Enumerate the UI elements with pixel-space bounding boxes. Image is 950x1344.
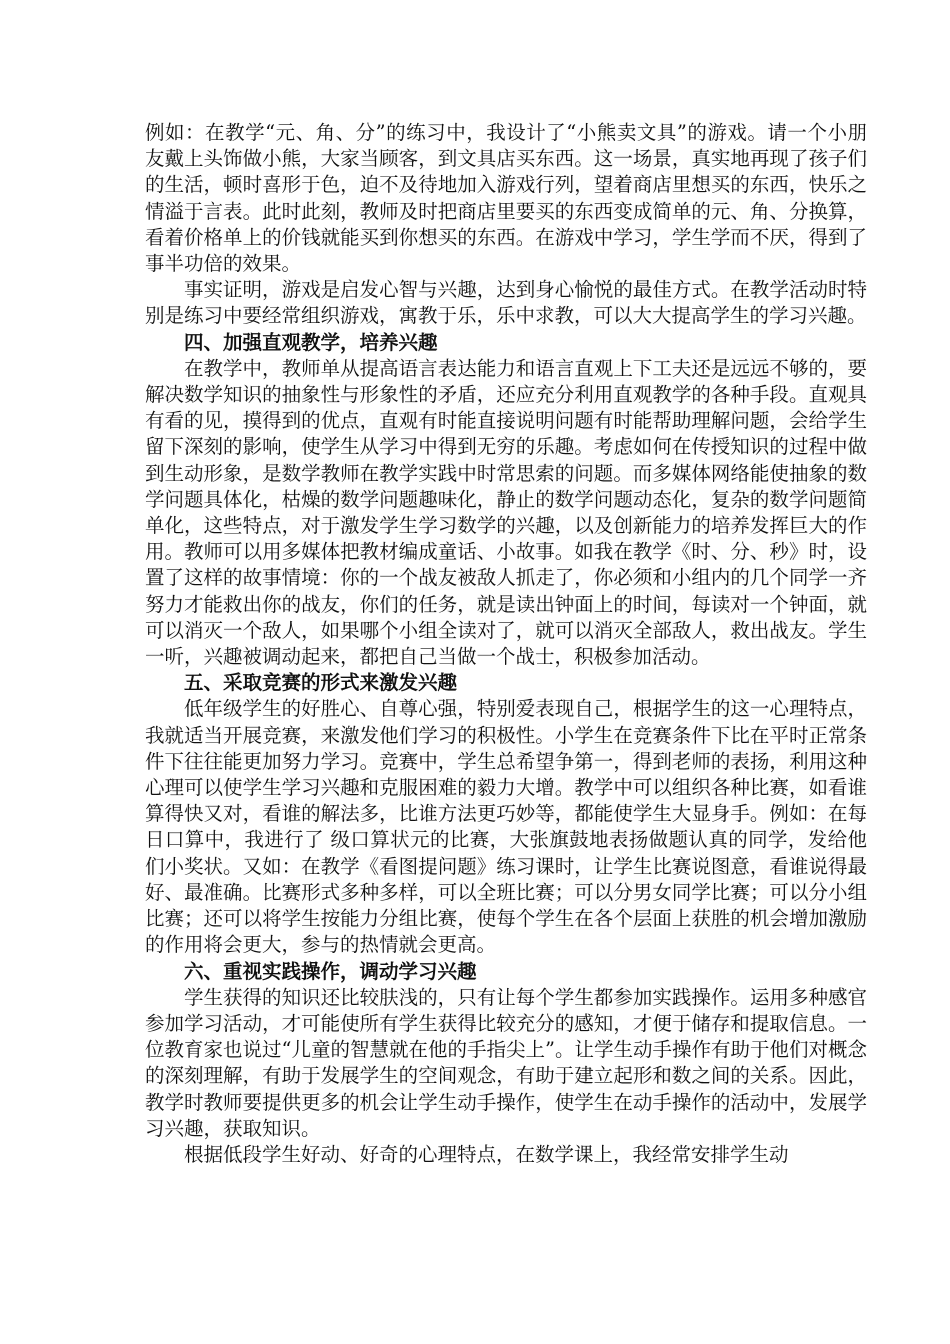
paragraph-2: 事实证明，游戏是启发心智与兴趣，达到身心愉悦的最佳方式。在教学活动时特别是练习中要经常组织游戏，寓教于乐，乐中求教，可以大大提高学生的学习兴趣。: [145, 278, 867, 328]
section-heading-5: 五、采取竞赛的形式来激发兴趣: [184, 671, 458, 695]
paragraph-4: 低年级学生的好胜心、自尊心强，特别爱表现自己，根据学生的这一心理特点，我就适当开展竞赛，来激发他们学习的积极性。小学生在竞赛条件下比在平时正常条件下往往能更加努力学习。竞赛中，学生总希望争第一，得到老师的表扬，利用这种心理可以使学生学习兴趣和克服困难的毅力大增。教学中可以组织各种比赛，如看谁算得快又对，看谁的解法多，比谁方法更巧妙等，都能使学生大显身手。例如：在每日口算中，我进行了 级口算状元的比赛，大张旗鼓地表扬做题认真的同学，发给他们小奖状。又如：在教学《看图提问题》练习课时，让学生比赛说图意，看谁说得最好、最准确。比赛形式多种多样，可以全班比赛；可以分男女同学比赛；可以分小组比赛；还可以将学生按能力分组比赛，使每个学生在各个层面上获胜的机会增加激励的作用将会更大，参与的热情就会更高。: [145, 697, 867, 957]
paragraph-1: 例如：在教学“元、角、分”的练习中，我设计了“小熊卖文具”的游戏。请一个小朋友戴上头饰做小熊，大家当顾客，到文具店买东西。这一场景，真实地再现了孩子们的生活，顿时喜形于色，迫不及待地加入游戏行列，望着商店里想买的东西，快乐之情溢于言表。此时此刻，教师及时把商店里要买的东西变成简单的元、角、分换算，看着价格单上的价钱就能买到你想买的东西。在游戏中学习，学生学而不厌，得到了事半功倍的效果。: [145, 121, 867, 276]
paragraph-6: 根据低段学生好动、好奇的心理特点，在数学课上，我经常安排学生动: [184, 1142, 789, 1166]
section-heading-6: 六、重视实践操作，调动学习兴趣: [184, 959, 477, 983]
document-body: [145, 120, 867, 1168]
paragraph-3: 在教学中，教师单从提高语言表达能力和语言直观上下工夫还是远远不够的，要解决数学知识的抽象性与形象性的矛盾，还应充分利用直观教学的各种手段。直观具有看的见，摸得到的优点，直观有时能直接说明问题有时能帮助理解问题，会给学生留下深刻的影响，使学生从学习中得到无穷的乐趣。考虑如何在传授知识的过程中做到生动形象，是数学教师在教学实践中时常思索的问题。而多媒体网络能使抽象的数学问题具体化，枯燥的数学问题趣味化，静止的数学问题动态化，复杂的数学问题简单化，这些特点，对于激发学生学习数学的兴趣，以及创新能力的培养发挥巨大的作用。教师可以用多媒体把教材编成童话、小故事。如我在教学《时、分、秒》时，设置了这样的故事情境：你的一个战友被敌人抓走了，你必须和小组内的几个同学一齐努力才能救出你的战友，你们的任务，就是读出钟面上的时间，每读对一个钟面，就可以消灭一个敌人，如果哪个小组全读对了，就可以消灭全部敌人，救出战友。学生一听，兴趣被调动起来，都把自己当做一个战士，积极参加活动。: [145, 356, 867, 669]
section-heading-4: 四、加强直观教学，培养兴趣: [184, 330, 438, 354]
paragraph-5: 学生获得的知识还比较肤浅的，只有让每个学生都参加实践操作。运用多种感官参加学习活动，才可能使所有学生获得比较充分的感知，才便于储存和提取信息。一位教育家也说过“儿童的智慧就在他的手指尖上”。让学生动手操作有助于他们对概念的深刻理解，有助于发展学生的空间观念，有助于建立起形和数之间的关系。因此，教学时教师要提供更多的机会让学生动手操作，使学生在动手操作的活动中，发展学习兴趣，获取知识。: [145, 985, 867, 1140]
